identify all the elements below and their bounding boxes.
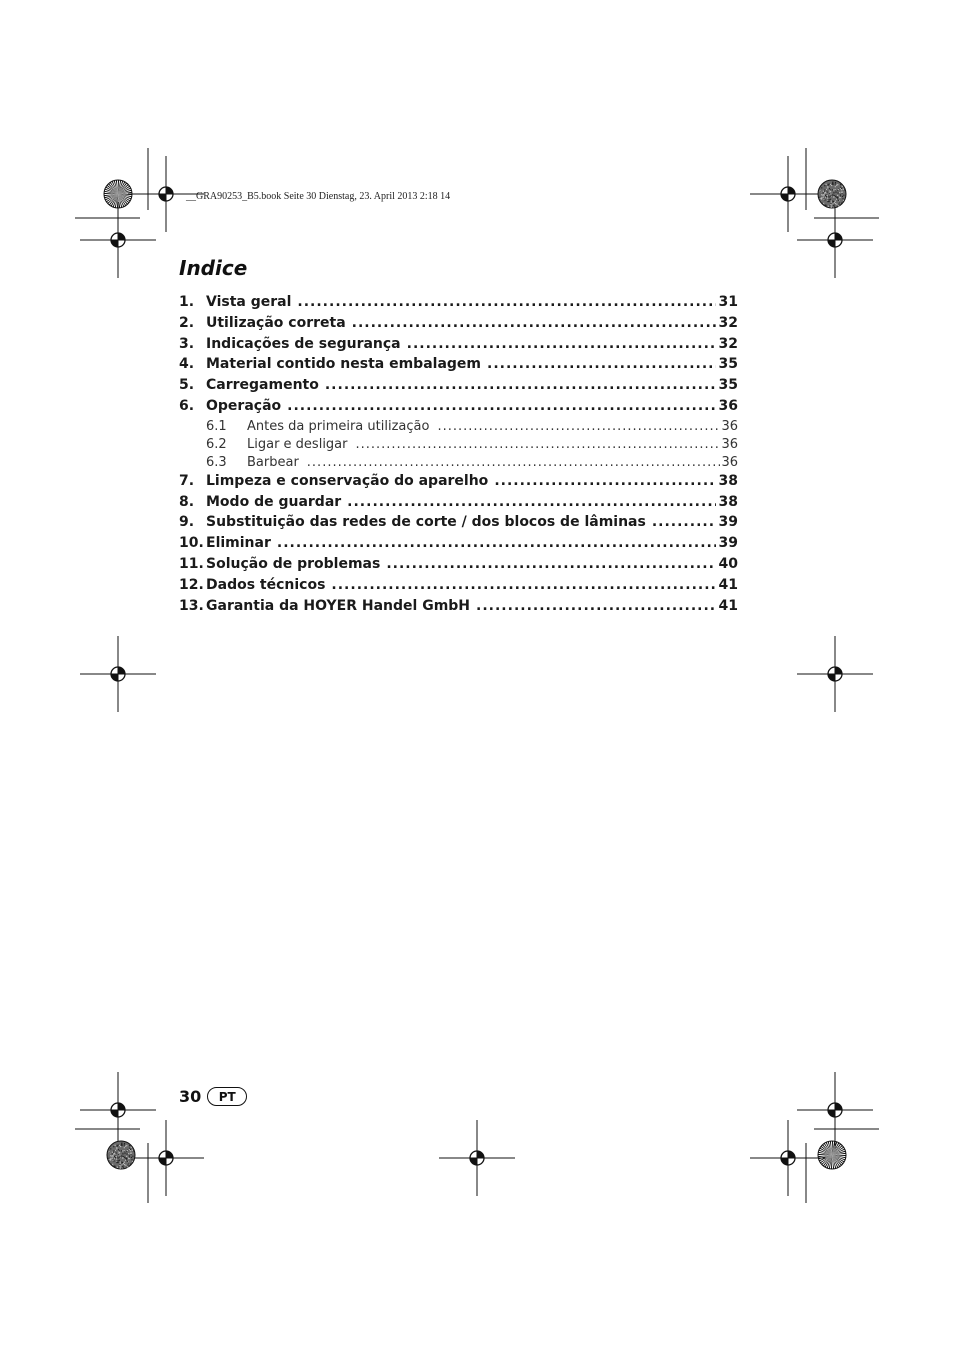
- toc-entry-number: 1.: [179, 294, 195, 310]
- toc-entry-number: 8.: [179, 493, 195, 510]
- registration-crosshair-icon: [797, 202, 873, 278]
- print-header: __GRA90253_B5.book Seite 30 Dienstag, 23. April 2013 2:18 14: [186, 191, 451, 202]
- registration-starburst-icon: [818, 1141, 846, 1169]
- toc-entry-number: 6.2: [206, 436, 227, 452]
- registration-crosshair-icon: [797, 1072, 873, 1148]
- toc-entry-label: Utilização correta: [206, 314, 346, 331]
- toc-entry-label: Vista geral: [206, 294, 292, 310]
- toc-entry-page: 36: [721, 454, 738, 470]
- toc-entry-page: 36: [721, 418, 738, 434]
- toc-entry-label: Eliminar: [206, 535, 271, 552]
- toc-entry-page: 40: [718, 555, 738, 572]
- registration-crosshair-icon: [128, 156, 204, 232]
- registration-crosshair-icon: [80, 1072, 156, 1148]
- registration-crosshair-icon: [128, 1120, 204, 1196]
- toc-entry-number: 11.: [179, 555, 204, 572]
- page-title: Indice: [179, 256, 248, 280]
- toc-entry-number: 6.1: [206, 418, 227, 434]
- toc-entry-number: 2.: [179, 314, 195, 331]
- toc-entry-page: 35: [718, 377, 738, 394]
- toc-entry-page: 41: [718, 597, 738, 614]
- toc-entry-label: Limpeza e conservação do aparelho: [206, 472, 489, 489]
- toc-entry-label: Material contido nesta embalagem: [206, 356, 481, 373]
- registration-crosshair-icon: [439, 1120, 515, 1196]
- toc-entry-number: 6.: [179, 397, 195, 414]
- toc-entry-label: Substituição das redes de corte / dos blocos de lâminas: [206, 514, 646, 531]
- toc-entry-number: 10.: [179, 535, 204, 552]
- toc-entry-label: Carregamento: [206, 377, 319, 394]
- toc-entry-page: 32: [718, 335, 738, 352]
- toc-entry-number: 3.: [179, 335, 195, 352]
- toc-entry-page: 32: [718, 314, 738, 331]
- toc-entry-number: 4.: [179, 356, 195, 373]
- registration-crosshair-icon: [80, 636, 156, 712]
- toc-entry-number: 12.: [179, 576, 204, 593]
- toc-entry-page: 38: [718, 493, 738, 510]
- toc-entry-page: 36: [721, 436, 738, 452]
- toc-entry-label: Solução de problemas: [206, 555, 381, 572]
- toc-entry-number: 7.: [179, 472, 195, 489]
- toc-entry-number: 6.3: [206, 454, 227, 470]
- toc-entry-number: 13.: [179, 597, 204, 614]
- registration-stipple-icon: [107, 1141, 135, 1169]
- registration-crosshair-icon: [750, 156, 826, 232]
- toc-entry-number: 5.: [179, 377, 195, 394]
- registration-crosshair-icon: [797, 636, 873, 712]
- registration-crosshair-icon: [750, 1120, 826, 1196]
- toc-entry-page: 38: [718, 472, 738, 489]
- toc-entry-page: 39: [718, 514, 738, 531]
- page-number: 30: [179, 1087, 202, 1106]
- toc-entry-page: 39: [718, 535, 738, 552]
- toc-entry-label: Modo de guardar: [206, 493, 342, 510]
- registration-starburst-icon: [104, 180, 132, 208]
- toc-entry-label: Garantia da HOYER Handel GmbH: [206, 597, 471, 614]
- toc-entry-page: 41: [718, 576, 738, 593]
- toc-entry-label: Dados técnicos: [206, 576, 326, 593]
- toc-entry-page: 36: [718, 397, 738, 414]
- toc-entry-label: Indicações de segurança: [206, 335, 401, 352]
- toc-entry-label: Ligar e desligar: [247, 436, 348, 452]
- language-badge: PT: [207, 1087, 247, 1106]
- toc-entry-page: 31: [718, 294, 738, 310]
- toc-entry-page: 35: [718, 356, 738, 373]
- toc-entry-label: Barbear: [247, 454, 299, 470]
- toc-entry-number: 9.: [179, 514, 195, 531]
- toc-entry-label: Antes da primeira utilização: [247, 418, 430, 434]
- toc-entry-label: Operação: [206, 397, 282, 414]
- registration-stipple-icon: [818, 180, 846, 208]
- registration-crosshair-icon: [80, 202, 156, 278]
